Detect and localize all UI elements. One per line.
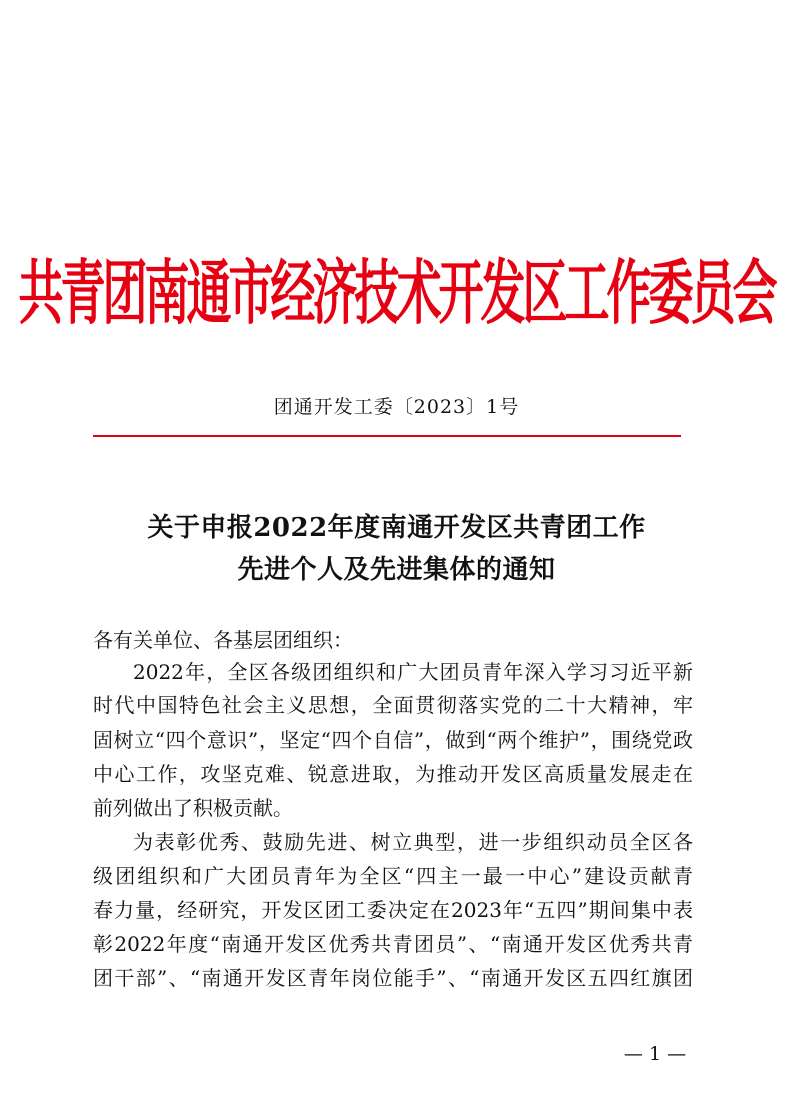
issuer-header: 共青团南通市经济技术开发区工作委员会 <box>18 251 775 334</box>
paragraph-2-line: 级团组织和广大团员青年为全区“四主一最一中心”建设贡献青 <box>93 864 693 888</box>
red-divider-line <box>93 435 681 437</box>
paragraph-1-line: 前列做出了积极贡献。 <box>93 796 293 820</box>
notice-title-line-1: 关于申报2022年度南通开发区共青团工作 <box>147 513 646 543</box>
notice-title-line-2: 先进个人及先进集体的通知 <box>237 555 556 585</box>
paragraph-2-line: 团干部”、“南通开发区青年岗位能手”、“南通开发区五四红旗团 <box>93 966 693 990</box>
page-number: — 1 — <box>623 1043 687 1065</box>
paragraph-2-line: 春力量，经研究，开发区团工委决定在2023年“五四”期间集中表 <box>93 898 693 922</box>
paragraph-2-line: 彰2022年度“南通开发区优秀共青团员”、“南通开发区优秀共青 <box>93 932 693 956</box>
paragraph-1-line: 2022年，全区各级团组织和广大团员青年深入学习习近平新 <box>133 660 693 684</box>
paragraph-1-line: 中心工作，攻坚克难、锐意进取，为推动开发区高质量发展走在 <box>93 762 693 786</box>
document-number: 团通开发工委〔2023〕1号 <box>273 396 520 418</box>
paragraph-1-line: 固树立“四个意识”，坚定“四个自信”，做到“两个维护”，围绕党政 <box>93 728 693 752</box>
paragraph-2-line: 为表彰优秀、鼓励先进、树立典型，进一步组织动员全区各 <box>133 830 693 854</box>
paragraph-1-line: 时代中国特色社会主义思想，全面贯彻落实党的二十大精神，牢 <box>93 693 693 717</box>
salutation: 各有关单位、各基层团组织： <box>93 628 353 652</box>
